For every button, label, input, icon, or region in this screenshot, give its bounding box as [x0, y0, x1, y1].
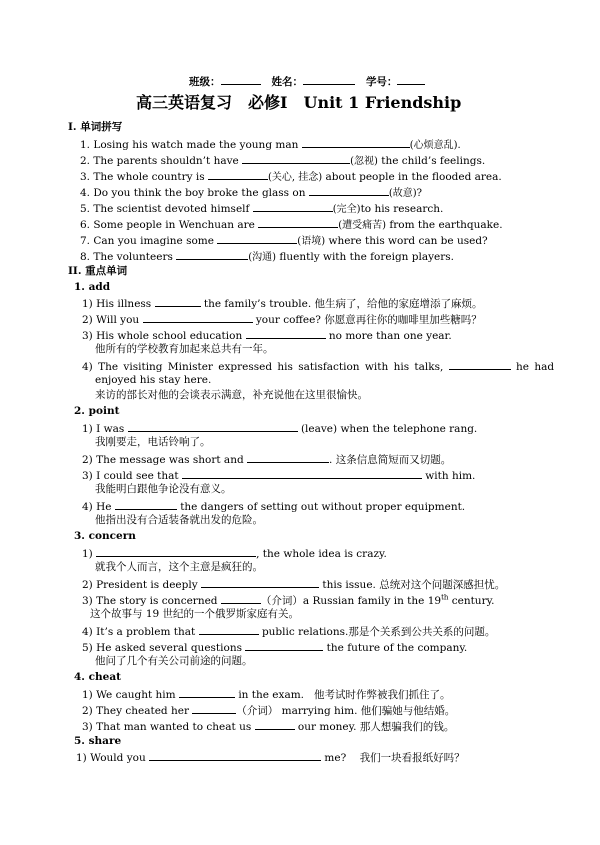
answer-blank[interactable] [258, 216, 338, 228]
answer-blank[interactable] [221, 592, 261, 604]
answer-blank[interactable] [182, 467, 422, 479]
class-label: 班级： [189, 76, 221, 88]
answer-blank[interactable] [208, 168, 268, 180]
translation: 这个故事与 19 世纪的一个俄罗斯家庭有关。 [90, 608, 300, 620]
student-info-line [189, 73, 425, 89]
word-add-label: 1. add [74, 281, 111, 293]
answer-blank[interactable] [143, 311, 253, 323]
answer-blank[interactable] [115, 498, 177, 510]
translation: 来访的部长对他的会谈表示满意，补充说他在这里很愉快。 [95, 389, 368, 401]
translation: 我刚要走，电话铃响了。 [95, 436, 211, 448]
answer-blank[interactable] [128, 420, 298, 432]
answer-blank[interactable] [176, 248, 248, 260]
sentence: 2) They cheated her （介词） marrying him. 他们骗她与他结婚。 [82, 702, 455, 718]
sentence: 1) I was (leave) when the telephone rang. [82, 420, 477, 436]
translation: 他问了几个有关公司前途的问题。 [95, 655, 253, 667]
word-cheat-label: 4. cheat [74, 671, 121, 683]
sentence: 3) The story is concerned （介词）a Russian family in the 19th century. [82, 593, 495, 607]
sentence: 4) He the dangers of setting out without proper equipment. [82, 498, 465, 514]
number-blank[interactable] [397, 73, 425, 85]
section-2-heading: II. 重点单词 [68, 265, 128, 277]
translation: 他所有的学校教育加起来总共有一年。 [95, 343, 274, 355]
name-label: 姓名： [271, 76, 303, 88]
sentence: 5) He asked several questions the future of the company. [82, 639, 467, 655]
answer-blank[interactable] [247, 451, 329, 463]
sentence-continued: enjoyed his stay here. [95, 374, 212, 386]
answer-blank[interactable] [302, 136, 410, 148]
answer-blank[interactable] [149, 749, 321, 761]
number-label: 学号： [365, 76, 398, 88]
answer-blank[interactable] [96, 545, 256, 557]
answer-blank[interactable] [255, 718, 295, 730]
answer-blank[interactable] [449, 358, 511, 370]
page-title: 高三英语复习 必修I Unit 1 Friendship [136, 93, 462, 112]
answer-blank[interactable] [217, 232, 297, 244]
sentence: 3) That man wanted to cheat us our money. 那人想骗我们的钱。 [82, 718, 454, 734]
vocab-item: 4. Do you think the boy broke the glass on (故意)? [80, 184, 422, 201]
vocab-item: 6. Some people in Wenchuan are (遭受痛苦) from the earthquake. [80, 216, 503, 233]
sentence: 1) His illness the family’s trouble. 他生病了，给他的家庭增添了麻烦。 [82, 295, 483, 311]
answer-blank[interactable] [201, 576, 319, 588]
vocab-item: 8. The volunteers (沟通) fluently with the foreign players. [80, 248, 454, 265]
vocab-item: 3. The whole country is (关心, 挂念) about people in the flooded area. [80, 168, 502, 185]
answer-blank[interactable] [192, 702, 236, 714]
sentence: 3) I could see that with him. [82, 467, 475, 483]
sentence: 1) We caught him in the exam. 他考试时作弊被我们抓住了。 [82, 686, 451, 702]
vocab-item: 2. The parents shouldn’t have (忽视) the child’s feelings. [80, 152, 485, 169]
class-blank[interactable] [221, 73, 261, 85]
answer-blank[interactable] [309, 184, 389, 196]
answer-blank[interactable] [246, 327, 326, 339]
answer-blank[interactable] [155, 295, 201, 307]
sentence: 1) Would you me? 我们一块看报纸好吗？ [76, 749, 465, 765]
vocab-item: 5. The scientist devoted himself (完全)to his research. [80, 200, 443, 217]
word-point-label: 2. point [74, 405, 120, 417]
sentence: 2) President is deeply this issue. 总统对这个问题深感担忧。 [82, 576, 505, 592]
word-concern-label: 3. concern [74, 530, 136, 542]
sentence: 4) The visiting Minister expressed his satisfaction with his talks, he had [82, 358, 554, 374]
vocab-item: 1. Losing his watch made the young man (心烦意乱). [80, 136, 461, 153]
answer-blank[interactable] [242, 152, 350, 164]
section-1-heading: I. 单词拼写 [68, 121, 123, 133]
translation: 他指出没有合适装备就出发的危险。 [95, 514, 263, 526]
name-blank[interactable] [303, 73, 355, 85]
answer-blank[interactable] [245, 639, 323, 651]
sentence: 4) It’s a problem that public relations.那是个关系到公共关系的问题。 [82, 623, 495, 639]
answer-blank[interactable] [253, 200, 333, 212]
sentence: 3) His whole school education no more than one year. [82, 327, 452, 343]
answer-blank[interactable] [179, 686, 235, 698]
sentence: 1) , the whole idea is crazy. [82, 545, 387, 561]
vocab-item: 7. Can you imagine some (语境) where this word can be used? [80, 232, 488, 249]
sentence: 2) The message was short and . 这条信息简短而又切题。 [82, 451, 451, 467]
translation: 我能明白跟他争论没有意义。 [95, 483, 232, 495]
word-share-label: 5. share [74, 735, 122, 747]
translation: 就我个人而言，这个主意是疯狂的。 [95, 561, 263, 573]
answer-blank[interactable] [199, 623, 259, 635]
sentence: 2) Will you your coffee? 你愿意再往你的咖啡里加些糖吗？ [82, 311, 482, 327]
